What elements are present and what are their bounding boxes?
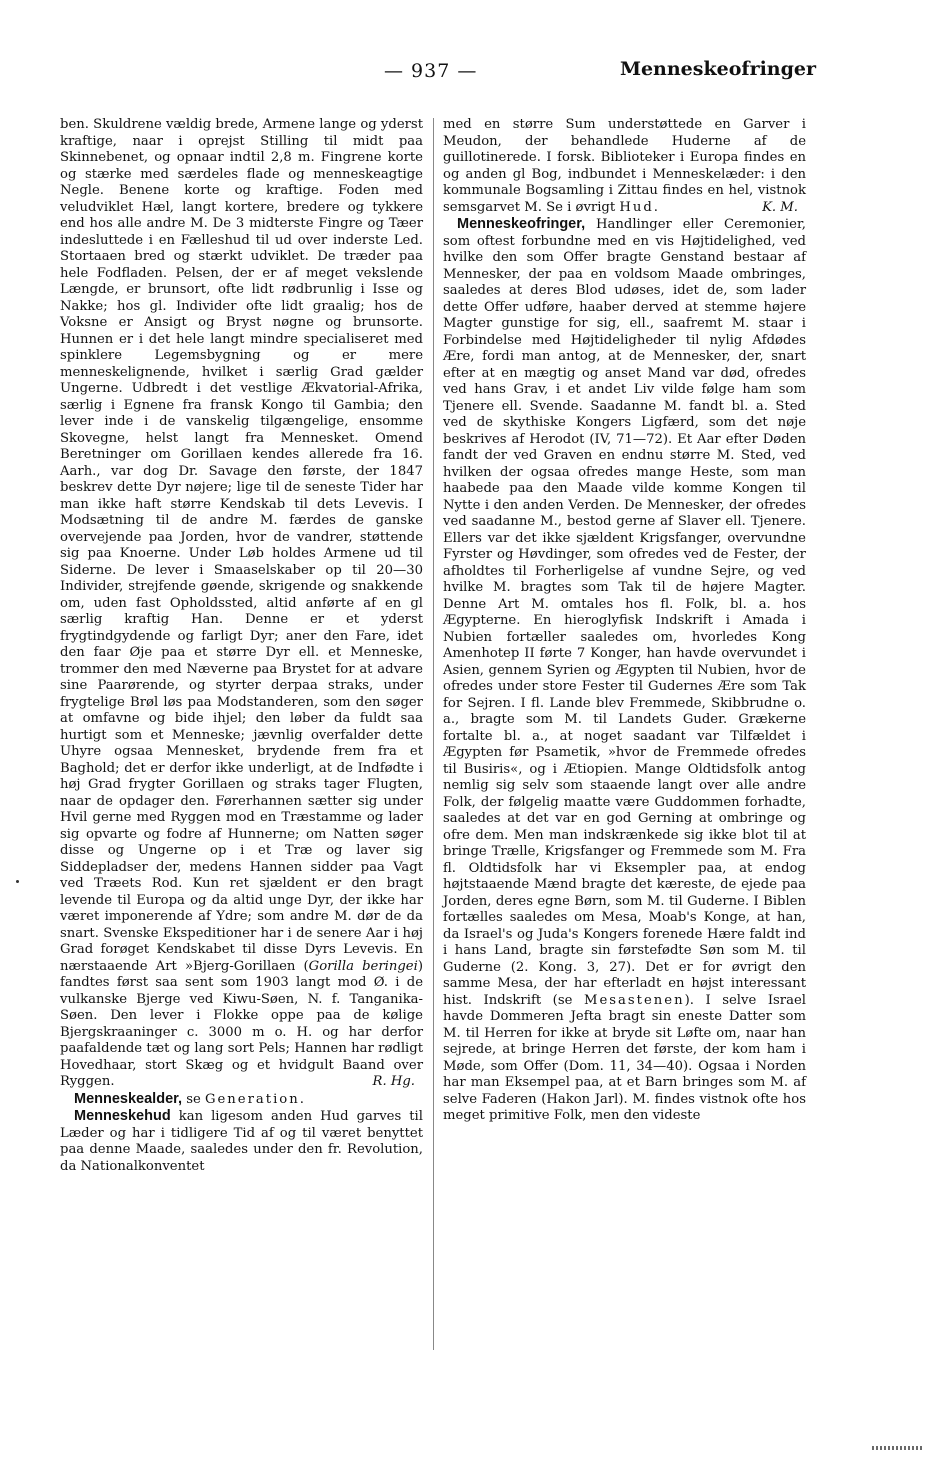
entry-menneskehud [60,1108,423,1175]
species-name: Gorilla beringei [308,958,418,974]
entry-menneskeofringer [443,216,806,1125]
column-divider [433,118,434,1350]
author-signature: K. M. [762,199,798,215]
gorilla-text: ben. Skuldrene vældig brede, Armene lange og yderst kraftige, naar i oprejst Stilling til midt paa Skinnebenet, og opnaar indtil 2,8 m. Fingrene korte og stærke med særdeles flade og menneskeagtige Negle. Benene korte og kraftige. Foden med veludviklet Hæl, langt kortere, bredere og tykkere end hos alle andre M. De 3 midterste Fingre og Tæer indesluttede i en Fælleshud til ud over inderste Led. Stortaaen bred og stærkt udviklet. De træder paa hele Fodfladen. Pelsen, der er af meget vekslende Længde, er brunsort, ofte lidt rødbrunlig i Isse og Nakke; hos gl. Individer ofte lidt graalig; hos de Voksne er Ansigt og Bryst nøgne og brunsorte. Hunnen er i det hele langt mindre specialiseret med spinklere Legemsbygning og er mere menneskelignende, hvilket i særlig Grad gælder Ungerne. Udbredt i det vestlige Ækvatorial-Afrika, særlig i Egnene fra fransk Kongo til Gambia; den lever inde i de vanskelig tilgængelige, ensomme Skovegne, helst langt fra Mennesket. Omend Beretninger om Gorillaen kendes allerede fra 16. Aarh., var dog Dr. Savage den første, der 1847 beskrev dette Dyr nøjere; lige til de seneste Tider har man ikke haft større Kendskab til dets Levevis. I Modsætning til de andre M. færdes de ganske overvejende paa Jorden, hvor de vandrer, støttende sig paa Knoerne. Under Løb holdes Armene ud til Siderne. De lever i Smaaselskaber op til 20—30 Individer, strejfende gøende, skrigende og snakkende om, uden fast Opholdssted, altid anførte af en gl særlig kraftig Han. Denne er et yderst frygtindgydende og farligt Dyr; aner den Fare, idet den faar Øje paa et større Dyr ell. et Menneske, trommer den med Næverne paa Brystet for at advare sine Paarørende, og styrter derpaa straks, under frygtelige Brøl løs paa Modstanderen, som den søger at omfavne og bide ihjel; den løber da fuldt saa hurtigt som et Menneske; jævnlig overfalder dette Uhyre ogsaa Mennesket, brydende frem fra et Baghold; det er derfor ikke underligt, at de Indfødte i høj Grad frygter Gorillaen og straks tager Flugten, naar de opdager den. Førerhannen sætter sig under Hvil gerne med Ryggen mod en Træstamme og lader sig opvarte og fodre af Hunnerne; om Natten søger disse og Ungerne op i et Træ og laver sig Siddepladser der, medens Hannen sidder paa Vagt ved Træets Rod. Kun ret sjældent er den bragt levende til Europa og da altid unge Dyr, der ikke har været imponerende af Ydre; som andre M. dør de da snart. Svenske Ekspeditioner har i de senere Aar i høj Grad forøget Kendskabet til disse Dyrs Levevis. En nærstaaende Art »Bjerg-Gorillaen ( [60,117,423,974]
entry-text: Handlinger eller Ceremonier, som oftest forbundne med en vis Højtidelighed, ved hvilke den som Offer bragte Genstand bestaar af Mennesker, der paa en voldsom Maade ombringes, saaledes at deres Blod udøses, idet de, som lader dette Offer udføre, haaber derved at stemme højere Magter gunstige for sig, ell., saafremt M. staar i Forbindelse med Højtideligheder til nylig Afdødes Ære, fordi man antog, at de Mennesker, der, snart efter at en mægtig og anset Mand var død, ofredes ved hans Grav, i et andet Liv vilde følge ham som Tjenere ell. Svende. Saadanne M. fandt bl. a. Sted ved de skythiske Kongers Ligfærd, som det nøje beskrives af Herodot (IV, 71—72). Et Aar efter Døden fandt der ved Graven en endnu større M. Sted, ved hvilken der ogsaa ofredes mange Heste, som man haabede paa den Maade vilde komme Kongen til Nytte i den anden Verden. De Mennesker, der ofredes ved saadanne M., bestod gerne af Slaver ell. Tjenere. Ellers var det ikke sjældent Krigsfanger, overvundne Fyrster og Høvdinger, som ofredes ved de Fester, der afholdtes til Forherligelse af vundne Sejre, og ved hvilke M. bragtes som Tak til de højere Magter. Denne Art M. omtales hos fl. Folk, bl. a. hos Ægypterne. En hieroglyfisk Indskrift i Amada i Nubien fortæller saaledes om, hvorledes Kong Amenhotep II førte 7 Konger, han havde overvundet i Asien, gennem Syrien og Ægypten til Nubien, hvor de ofredes under store Fester til Gudernes Ære som Tak for Sejren. I fl. Lande blev Fremmede, Skibbrudne o. a., bragte som M. til Landets Guder. Grækerne fortalte bl. a., at noget saadant var Tilfældet i Ægypten før Psametik, »hvor de Fremmede ofredes til Busiris«, og i Ætiopien. Mange Oldtidsfolk antog nemlig sig selv som staaende langt over alle andre Folk, der følgelig maatte være Guddommen forhadte, saaledes at det var en god Gerning at ombringe og ofre dem. Men man indskrænkede sig ikke blot til at bringe Trælle, Krigsfanger og Fremmede som M. Fra fl. Oldtidsfolk har vi Eksempler paa, at endog højtstaaende Mænd bragte det kæreste, de ejede paa Jorden, deres egne Børn, som M. til Guderne. I Biblen fortælles saaledes om Mesa, Moab's Konge, at han, da Israel's og Juda's Kongers forenede Hære faldt ind i hans Land, bragte sin førstefødte Søn som M. til Guderne (2. Kong. 3, 27). Det er for øvrigt den samme Mesa, der har efterladt en højst interessant hist. Indskrift (se [443,217,806,1008]
print-speck [16,880,19,883]
cross-reference: Generation. [204,1091,306,1107]
entry-text: se [182,1091,205,1107]
page-number: — 937 — [384,60,478,82]
cross-reference: Mesastenen [583,992,685,1008]
print-smudge [872,1446,924,1450]
article-continuation-menneskehud [443,117,806,216]
entry-headword: Menneskeofringer, [457,216,586,232]
right-column [443,117,806,1125]
article-continuation-gorilla [60,117,423,1091]
cross-reference: Hud. [619,199,661,215]
author-signature: R. Hg. [372,1074,415,1089]
gorilla-text-after: ) fandtes først saa sent som 1903 langt mod Ø. i de vulkanske Bjerge ved Kiwu-Søen, N. f. Tanganika-Søen. Den lever i Flokke oppe paa de kølige Bjergskraaninger c. 3000 m o. H. og har derfor paafaldende tæt og lang sort Pels; Hannen har rødligt Hovedhaar, stort Skæg og et hvidgult Baand over Ryggen. [60,958,423,1089]
entry-menneskealder [60,1091,423,1109]
entry-text: med en større Sum understøttede en Garver i Meudon, der behandlede Huderne af de guillotinerede. I forsk. Biblioteker i Europa findes en og anden gl Bog, indbundet i Menneskelæder: i den kommunale Bogsamling i Zittau findes en hel, vistnok semsgarvet M. Se i øvrigt [443,117,806,215]
entry-text-after: ). I selve Israel havde Dommeren Jefta bragt sin eneste Datter som M. til Herren for ikke at bryde sit Løfte om, naar han sejrede, at bringe Herren det første, der kom ham i Møde, som Offer (Dom. 11, 34—40). Ogsaa i Norden har man Eksempel paa, at et Barn bringes som M. af selve Faderen (Hakon Jarl). M. findes vistnok ofte hos meget primitive Folk, men den videste [443,992,806,1123]
entry-headword: Menneskealder, [74,1090,182,1107]
running-head: Menneskeofringer [619,58,816,80]
entry-headword: Menneskehud [74,1108,171,1124]
entry-text: kan ligesom anden Hud garves til Læder og har i tidligere Tid af og til været benyttet paa denne Maade, saaledes under den fr. Revolution, da Nationalkonventet [60,1109,423,1174]
left-column [60,117,423,1175]
